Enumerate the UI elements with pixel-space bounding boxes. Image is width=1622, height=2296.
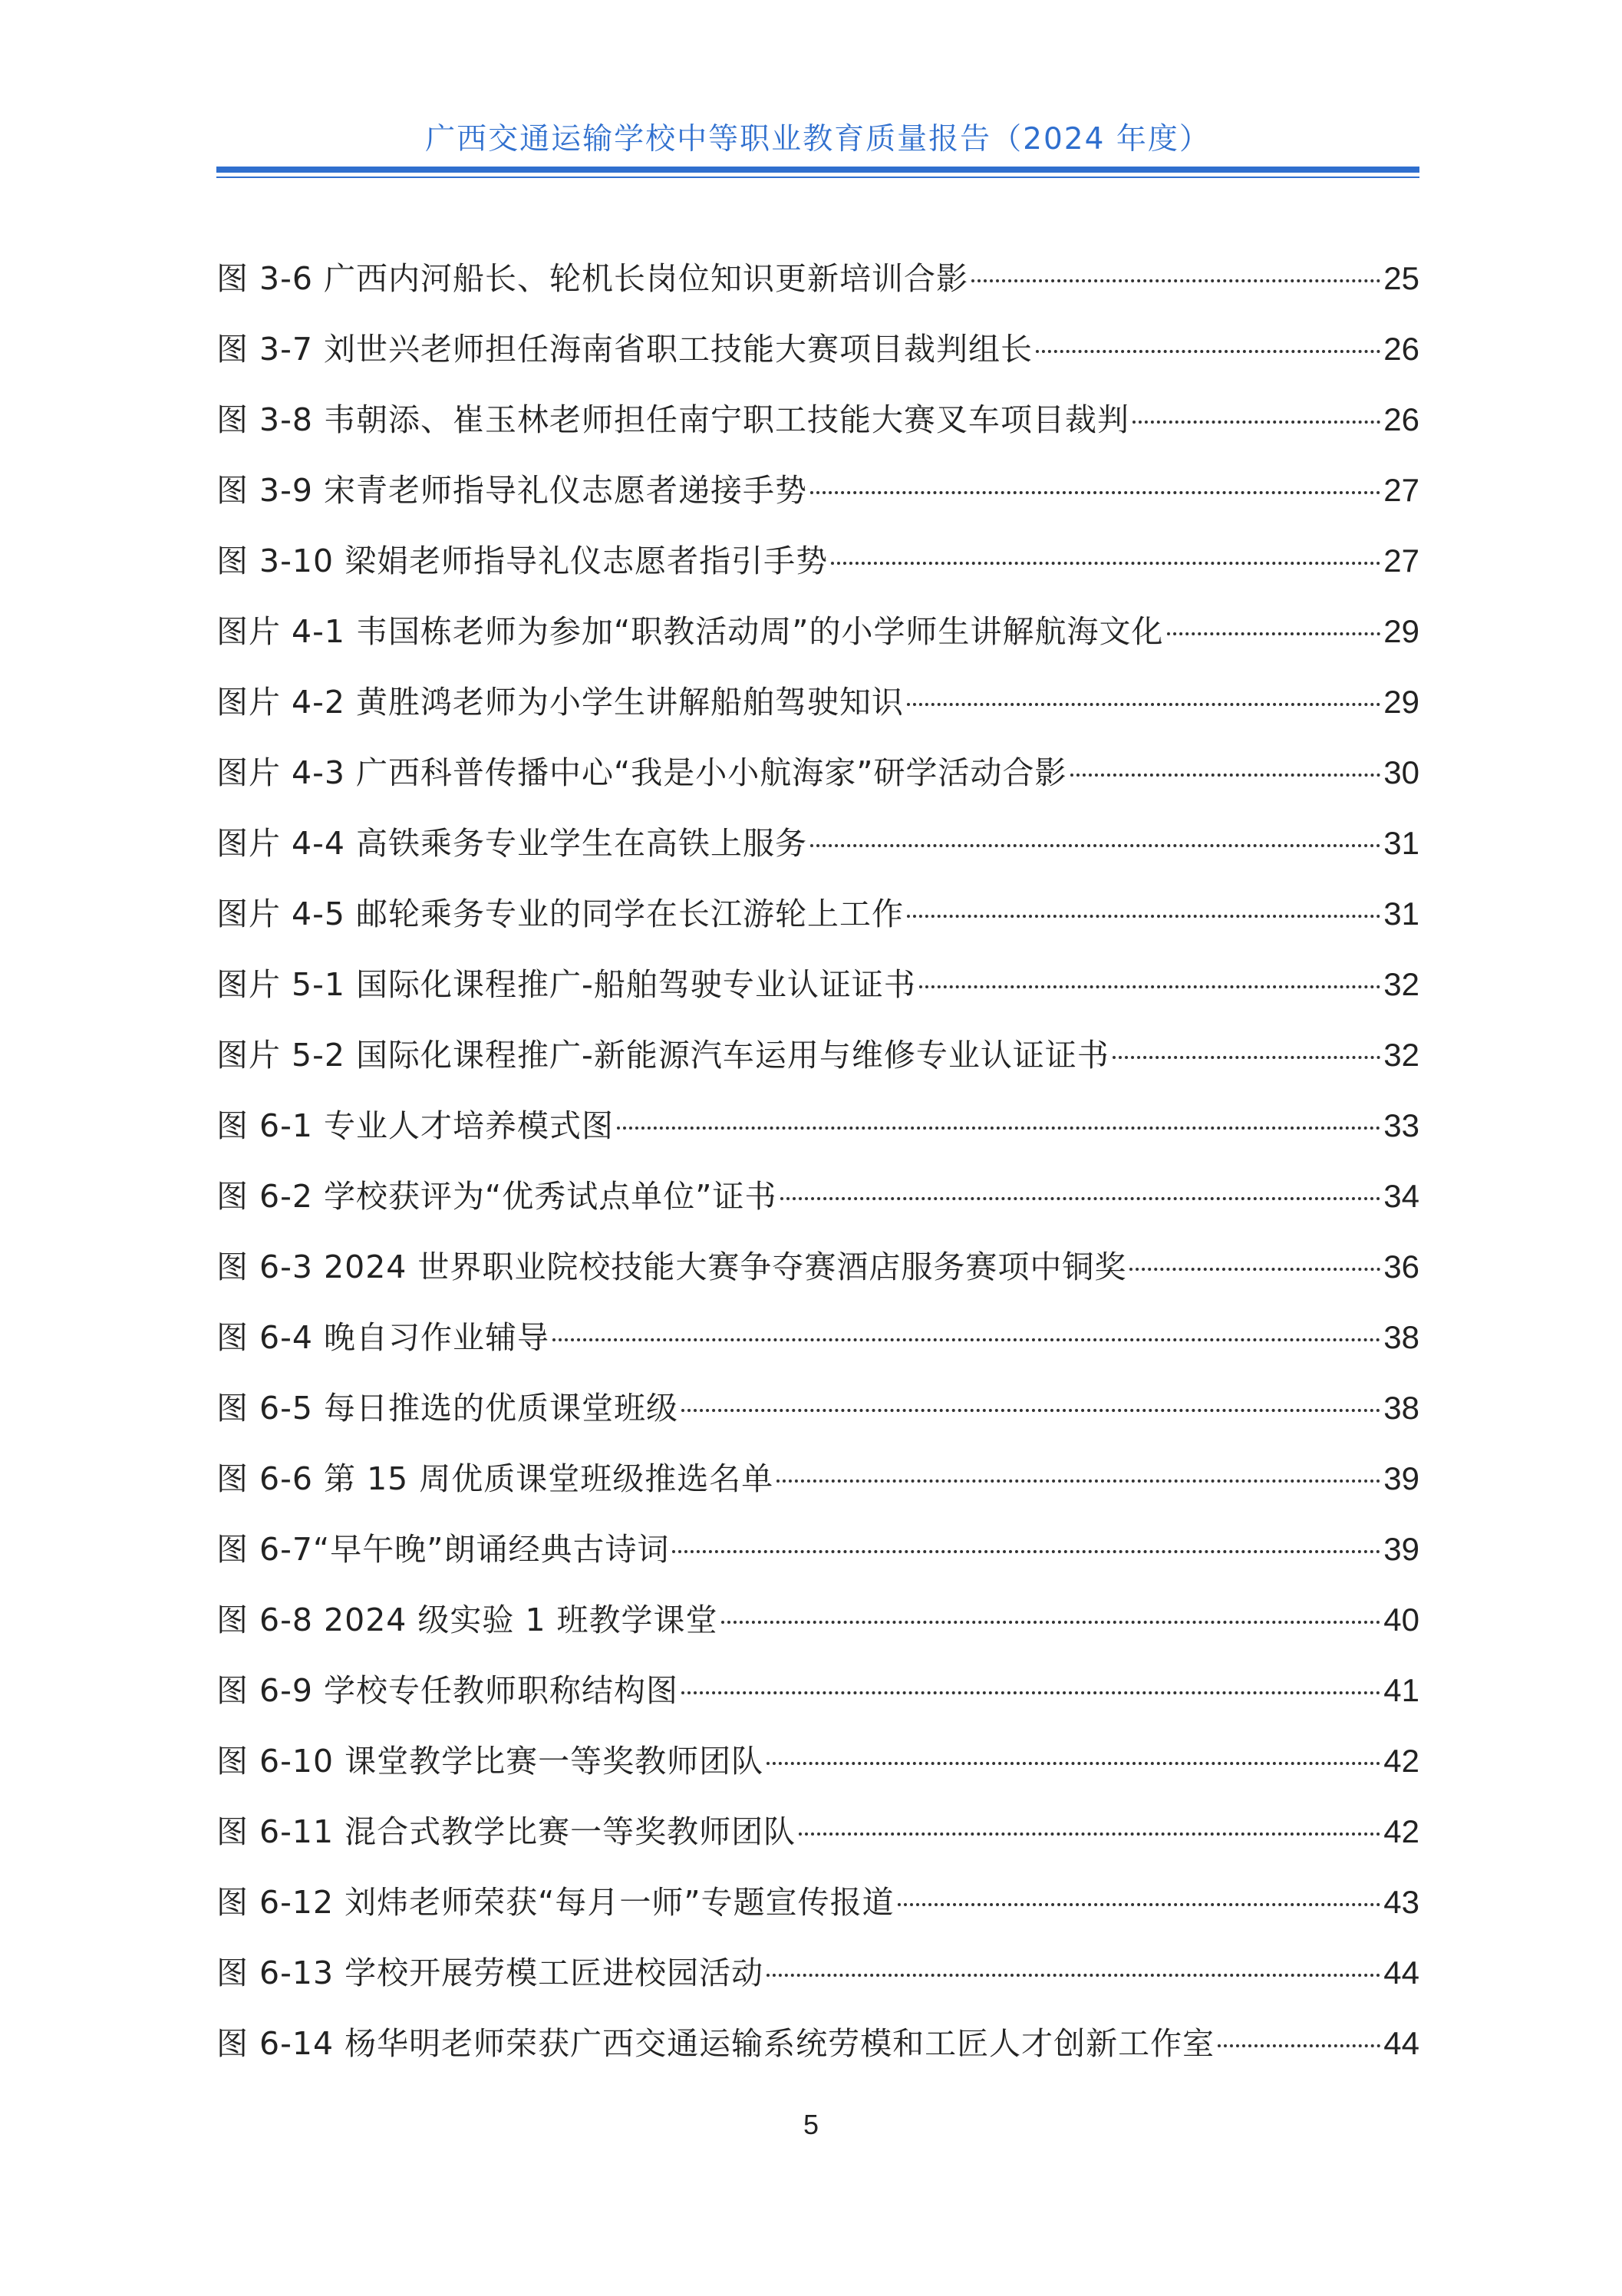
- toc-entry-label: 图 3-10 梁娟老师指导礼仪志愿者指引手势: [216, 543, 829, 579]
- toc-entry-page: 32: [1383, 966, 1419, 1002]
- header-rule-thick: [216, 167, 1419, 173]
- dot-leader: [971, 279, 1380, 282]
- toc-entry-label: 图 6-7“早午晚”朗诵经典古诗词: [216, 1531, 670, 1568]
- figure-index-list: [216, 243, 1419, 2079]
- toc-entry-label: 图 3-6 广西内河船长、轮机长岗位知识更新培训合影: [216, 260, 969, 297]
- toc-entry[interactable]: [216, 1655, 1419, 1726]
- dot-leader: [810, 844, 1380, 847]
- toc-entry-page: 29: [1383, 613, 1419, 649]
- toc-entry-label: 图 6-1 专业人才培养模式图: [216, 1107, 615, 1144]
- toc-entry-page: 44: [1383, 2025, 1419, 2061]
- toc-entry[interactable]: [216, 526, 1419, 596]
- dot-leader: [681, 1691, 1380, 1694]
- toc-entry-page: 27: [1383, 472, 1419, 508]
- header-rule-thin: [216, 176, 1419, 178]
- toc-entry-label: 图 6-4 晚自习作业辅导: [216, 1319, 550, 1356]
- toc-entry-label: 图 6-5 每日推选的优质课堂班级: [216, 1390, 679, 1427]
- toc-entry-page: 27: [1383, 543, 1419, 579]
- toc-entry[interactable]: [216, 243, 1419, 314]
- toc-entry-page: 29: [1383, 684, 1419, 720]
- toc-entry-label: 图片 5-1 国际化课程推广-船舶驾驶专业认证证书: [216, 966, 916, 1003]
- dot-leader: [810, 491, 1380, 494]
- dot-leader: [617, 1127, 1380, 1130]
- dot-leader: [672, 1550, 1380, 1553]
- toc-entry[interactable]: [216, 1020, 1419, 1090]
- toc-entry-page: 31: [1383, 825, 1419, 861]
- toc-entry-page: 32: [1383, 1037, 1419, 1073]
- toc-entry-page: 38: [1383, 1390, 1419, 1426]
- toc-entry-label: 图 6-10 课堂教学比赛一等奖教师团队: [216, 1743, 764, 1780]
- dot-leader: [681, 1409, 1380, 1412]
- toc-entry-label: 图片 5-2 国际化课程推广-新能源汽车运用与维修专业认证证书: [216, 1037, 1109, 1074]
- toc-entry-label: 图片 4-1 韦国栋老师为参加“职教活动周”的小学师生讲解航海文化: [216, 613, 1164, 650]
- page-number: 5: [803, 2109, 819, 2140]
- toc-entry-page: 31: [1383, 896, 1419, 932]
- toc-entry[interactable]: [216, 1938, 1419, 2008]
- toc-entry[interactable]: [216, 667, 1419, 737]
- toc-entry[interactable]: [216, 2008, 1419, 2079]
- toc-entry-label: 图片 4-4 高铁乘务专业学生在高铁上服务: [216, 825, 808, 862]
- toc-entry-page: 40: [1383, 1602, 1419, 1638]
- toc-entry-label: 图 6-14 杨华明老师荣获广西交通运输系统劳模和工匠人才创新工作室: [216, 2025, 1215, 2062]
- toc-entry-page: 30: [1383, 754, 1419, 790]
- toc-entry-page: 34: [1383, 1178, 1419, 1214]
- toc-entry[interactable]: [216, 596, 1419, 667]
- dot-leader: [1132, 421, 1380, 424]
- dot-leader: [919, 985, 1380, 988]
- dot-leader: [1036, 350, 1380, 353]
- toc-entry-page: 44: [1383, 1955, 1419, 1991]
- toc-entry-label: 图 6-3 2024 世界职业院校技能大赛争夺赛酒店服务赛项中铜奖: [216, 1249, 1127, 1285]
- toc-entry-label: 图 6-9 学校专任教师职称结构图: [216, 1672, 679, 1709]
- dot-leader: [766, 1974, 1380, 1977]
- dot-leader: [799, 1833, 1380, 1836]
- toc-entry-label: 图 3-8 韦朝添、崔玉林老师担任南宁职工技能大赛叉车项目裁判: [216, 401, 1130, 438]
- toc-entry[interactable]: [216, 949, 1419, 1020]
- dot-leader: [1167, 632, 1381, 635]
- page-header-title: 广西交通运输学校中等职业教育质量报告（2024 年度）: [425, 122, 1211, 157]
- toc-entry[interactable]: [216, 1443, 1419, 1514]
- dot-leader: [552, 1338, 1380, 1341]
- dot-leader: [780, 1197, 1381, 1200]
- dot-leader: [776, 1480, 1380, 1483]
- toc-entry[interactable]: [216, 1726, 1419, 1796]
- toc-entry[interactable]: [216, 455, 1419, 526]
- dot-leader: [766, 1762, 1380, 1765]
- toc-entry-page: 42: [1383, 1743, 1419, 1779]
- toc-entry[interactable]: [216, 384, 1419, 455]
- toc-entry-label: 图 6-13 学校开展劳模工匠进校园活动: [216, 1955, 764, 1991]
- toc-entry-label: 图 6-2 学校获评为“优秀试点单位”证书: [216, 1178, 777, 1215]
- toc-entry[interactable]: [216, 737, 1419, 808]
- toc-entry-label: 图 3-9 宋青老师指导礼仪志愿者递接手势: [216, 472, 808, 509]
- toc-entry-page: 39: [1383, 1460, 1419, 1496]
- toc-entry-page: 39: [1383, 1531, 1419, 1567]
- dot-leader: [1113, 1056, 1380, 1059]
- toc-entry-page: 42: [1383, 1813, 1419, 1849]
- toc-entry[interactable]: [216, 1302, 1419, 1373]
- dot-leader: [1070, 774, 1381, 777]
- toc-entry[interactable]: [216, 1796, 1419, 1867]
- toc-entry-page: 41: [1383, 1672, 1419, 1708]
- toc-entry-page: 25: [1383, 260, 1419, 296]
- toc-entry-label: 图片 4-2 黄胜鸿老师为小学生讲解船舶驾驶知识: [216, 684, 905, 721]
- toc-entry[interactable]: [216, 1514, 1419, 1585]
- toc-entry[interactable]: [216, 1090, 1419, 1161]
- toc-entry[interactable]: [216, 314, 1419, 384]
- dot-leader: [831, 562, 1380, 565]
- toc-entry[interactable]: [216, 1232, 1419, 1302]
- dot-leader: [898, 1903, 1381, 1906]
- toc-entry-label: 图 3-7 刘世兴老师担任海南省职工技能大赛项目裁判组长: [216, 331, 1034, 368]
- toc-entry[interactable]: [216, 808, 1419, 879]
- toc-entry[interactable]: [216, 1585, 1419, 1655]
- dot-leader: [1129, 1268, 1380, 1271]
- toc-entry-label: 图片 4-3 广西科普传播中心“我是小小航海家”研学活动合影: [216, 754, 1067, 791]
- toc-entry-page: 43: [1383, 1884, 1419, 1920]
- toc-entry-label: 图片 4-5 邮轮乘务专业的同学在长江游轮上工作: [216, 896, 905, 932]
- dot-leader: [907, 703, 1380, 706]
- toc-entry-label: 图 6-6 第 15 周优质课堂班级推选名单: [216, 1460, 774, 1497]
- toc-entry-label: 图 6-11 混合式教学比赛一等奖教师团队: [216, 1813, 796, 1850]
- toc-entry-page: 33: [1383, 1107, 1419, 1143]
- dot-leader: [721, 1621, 1381, 1624]
- toc-entry-label: 图 6-8 2024 级实验 1 班教学课堂: [216, 1602, 718, 1638]
- toc-entry-label: 图 6-12 刘炜老师荣获“每月一师”专题宣传报道: [216, 1884, 895, 1921]
- toc-entry-page: 26: [1383, 401, 1419, 437]
- toc-entry-page: 26: [1383, 331, 1419, 367]
- toc-entry[interactable]: [216, 1161, 1419, 1232]
- toc-entry[interactable]: [216, 1867, 1419, 1938]
- toc-entry-page: 36: [1383, 1249, 1419, 1285]
- toc-entry[interactable]: [216, 1373, 1419, 1443]
- toc-entry[interactable]: [216, 879, 1419, 949]
- dot-leader: [1218, 2044, 1380, 2047]
- toc-entry-page: 38: [1383, 1319, 1419, 1355]
- dot-leader: [907, 915, 1380, 918]
